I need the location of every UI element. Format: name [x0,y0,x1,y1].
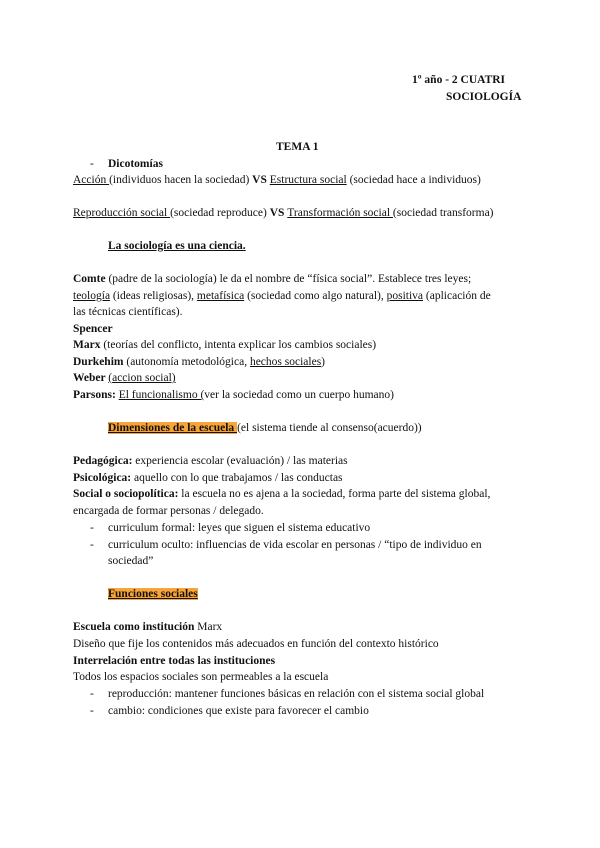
parsons-name: Parsons: [73,389,119,401]
term-accion-social: accion social) [112,372,176,384]
durkheim-end: ) [321,356,326,368]
vs-label: VS [269,207,288,219]
estructura-desc: (sociedad hace a individuos) [346,174,481,186]
list-item [90,686,484,702]
vs-label: VS [252,174,270,186]
diseno-line: Diseño que fije los contenidos más adecuados en función del contexto histórico [73,638,439,650]
header-year: 1º año - 2 CUATRI [412,74,506,86]
section-ciencia: La sociología es una ciencia. [108,240,246,252]
dimensiones-line [108,420,422,436]
term-estructura: Estructura social [269,174,347,186]
curriculum-oculto: curriculum oculto: influencias de vida escolar en personas / “tipo de individuo en [108,539,482,551]
positiva-desc: (aplicación de [423,290,491,302]
escuela-institucion-label: Escuela como institución [73,621,195,633]
psicologica-label: Psicológica: [73,472,132,484]
comte-line-2 [73,288,491,304]
social-label: Social o sociopolítica: [73,488,179,500]
term-funcionalismo: El funcionalismo ( [118,389,205,401]
term-metafisica: metafísica [196,290,245,302]
metafisica-desc: (sociedad como algo natural), [244,290,387,302]
term-positiva: positiva [386,290,424,302]
pedagogica-desc: experiencia escolar (evaluación) / las materias [132,455,348,467]
interrelacion-heading: Interrelación entre todas las instituciones [73,655,276,667]
comte-line-3: las técnicas científicas). [73,306,183,318]
term-transformacion: Transformación social [287,207,393,219]
spencer-name: Spencer [73,323,113,335]
term-reproduccion: Reproducción social [73,207,171,219]
social-desc: la escuela no es ajena a la sociedad, forma parte del sistema global, [178,488,491,500]
durkheim-line [73,354,325,370]
transformacion-desc: (sociedad transforma) [392,207,494,219]
social-line-1 [73,486,490,502]
dicotomia-line-2 [73,205,494,221]
marx-line [73,337,376,353]
durkheim-desc: (autonomía metodológica, [123,356,250,368]
bullet-cambio: cambio: condiciones que existe para favorecer el cambio [108,705,369,717]
dash: - [90,688,94,700]
reproduccion-desc: (sociedad reproduce) [170,207,270,219]
dash: - [90,539,94,551]
weber-paren: ( [108,372,113,384]
section-dimensiones: Dimensiones de la escuela [108,422,238,434]
parsons-line [73,387,394,403]
term-teologia: teología [73,290,111,302]
weber-name: Weber [73,372,109,384]
pedagogica-line [73,453,348,469]
list-item [90,703,369,719]
list-item [90,537,482,553]
psicologica-desc: aquello con lo que trabajamos / las conductas [131,472,343,484]
dicotomias-label: Dicotomías [108,158,163,170]
bullet-dicotomias [90,156,163,172]
header-subject: SOCIOLOGÍA [446,91,522,103]
dash: - [90,158,94,170]
pedagogica-label: Pedagógica: [73,455,133,467]
accion-desc: (individuos hacen la sociedad) [109,174,253,186]
weber-line [73,370,176,386]
term-accion: Acción [73,174,110,186]
comte-line-1 [73,271,471,287]
dash: - [90,522,94,534]
term-hechos-sociales: hechos sociales [249,356,322,368]
section-funciones: Funciones sociales [108,588,198,600]
social-line-2: encargada de formar personas / delegado. [73,505,264,517]
parsons-desc: ver la sociedad como un cuerpo humano) [204,389,394,401]
bullet-reproduccion: reproducción: mantener funciones básicas en relación con el sistema social global [108,688,485,700]
teologia-desc: (ideas religiosas), [110,290,197,302]
espacios-line: Todos los espacios sociales son permeables a la escuela [73,671,329,683]
curriculum-formal: curriculum formal: leyes que siguen el sistema educativo [108,522,371,534]
curriculum-oculto-cont: sociedad” [108,555,154,567]
funciones-line [108,586,198,602]
list-item [90,520,370,536]
durkheim-name: Durkehim [73,356,124,368]
comte-name: Comte [73,273,106,285]
dash: - [90,705,94,717]
marx-name: Marx [73,339,101,351]
escuela-institucion-desc: Marx [194,621,223,633]
escuela-institucion-line [73,619,222,635]
dicotomia-line-1 [73,172,481,188]
psicologica-line [73,470,343,486]
dimensiones-desc: (el sistema tiende al consenso(acuerdo)) [237,422,422,434]
comte-desc: (padre de la sociología) le da el nombre de “física social”. Establece tres leyes; [105,273,472,285]
marx-desc: (teorías del conflicto, intenta explicar los cambios sociales) [100,339,377,351]
page-title: TEMA 1 [276,141,319,153]
